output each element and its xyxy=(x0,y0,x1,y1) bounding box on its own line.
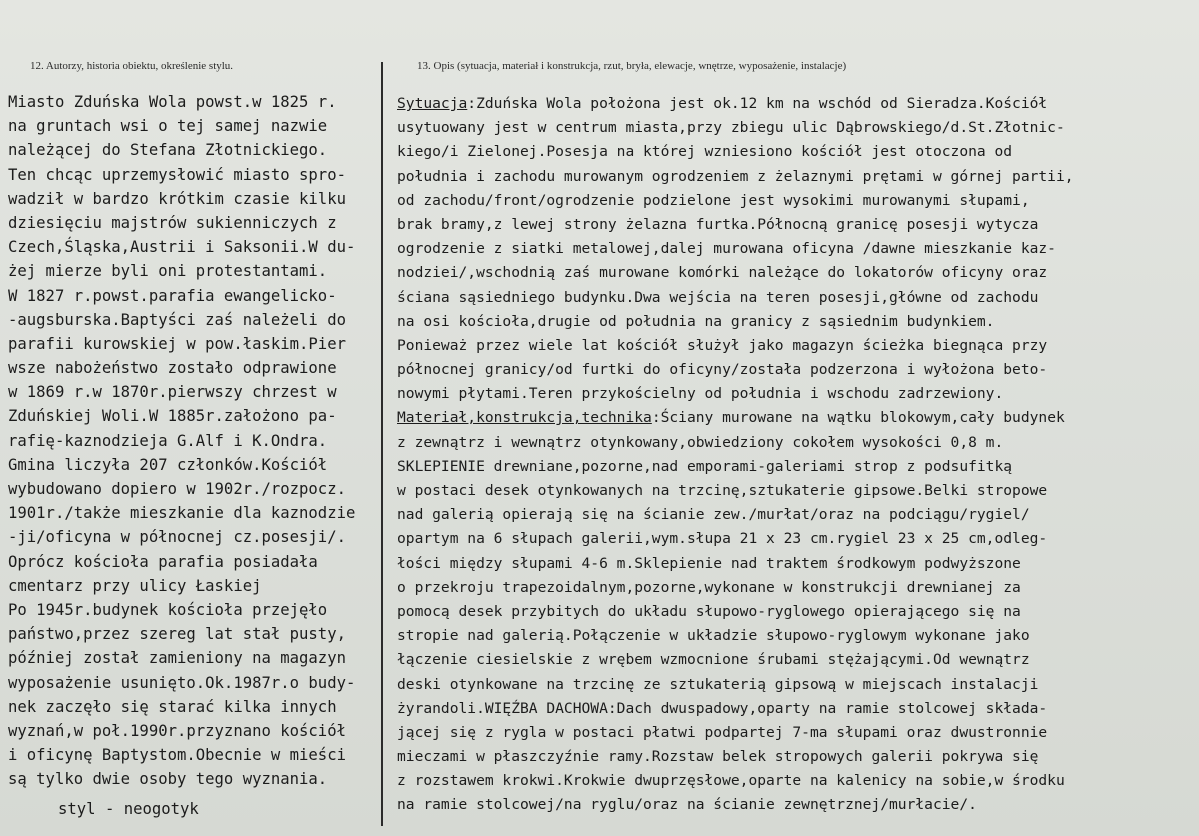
section-13-header: 13. Opis (sytuacja, materiał i konstrukcja, rzut, bryła, elewacje, wnętrze, wyposażenie, instalacje) xyxy=(417,60,847,72)
description-text: północnej granicy/od furtki do oficyny/została podzerzona i wyłożona beto- xyxy=(397,361,1048,379)
section-lead-heading: Sytuacja xyxy=(397,95,468,112)
history-line: na gruntach wsi o tej samej nazwie xyxy=(8,117,328,136)
section-lead-heading: Materiał,konstrukcja,technika xyxy=(397,409,652,427)
description-text: południa i zachodu murowanym ogrodzeniem z żelaznymi prętami w górnej partii, xyxy=(397,167,1074,185)
description-line xyxy=(397,116,1074,140)
description-line xyxy=(397,648,1074,672)
history-line: wadził w bardzo krótkim czasie kilku xyxy=(8,189,346,208)
description-line xyxy=(397,624,1074,648)
description-text: Ponieważ przez wiele lat kościół służył jako magazyn ścieżka biegnąca przy xyxy=(397,336,1048,354)
description-text: od zachodu/front/ogrodzenie podzielone jest wysokimi murowanymi słupami, xyxy=(397,191,1030,209)
description-line xyxy=(397,697,1074,721)
history-line: Zduńskiej Woli.W 1885r.założono pa- xyxy=(8,407,337,426)
description-text: nodziei/,wschodnią zaś murowane komórki należące do lokatorów oficyny oraz xyxy=(397,264,1048,282)
description-text: deski otynkowane na trzcinę ze sztukaterią gipsową w miejscach instalacji xyxy=(397,675,1039,693)
history-line: Ten chcąc uprzemysłowić miasto spro- xyxy=(8,165,346,184)
description-text: łości między słupami 4-6 m.Sklepienie nad traktem środkowym podwyższone xyxy=(397,554,1021,572)
description-line xyxy=(397,406,1074,430)
history-line: i oficynę Baptystom.Obecnie w mieści xyxy=(8,746,346,765)
description-text: jącej się z rygla w postaci płatwi podpartej 7-ma słupami oraz dwustronnie xyxy=(397,723,1048,741)
history-line: -augsburska.Baptyści zaś należeli do xyxy=(8,310,346,329)
history-line: parafii kurowskiej w pow.łaskim.Pier xyxy=(8,334,346,353)
history-line: Miasto Zduńska Wola powst.w 1825 r. xyxy=(8,93,337,111)
history-line: państwo,przez szereg lat stał pusty, xyxy=(8,625,346,644)
column-divider xyxy=(381,62,383,826)
description-line xyxy=(397,237,1074,261)
description-line xyxy=(397,769,1074,793)
description-text: nad galerią opierają się na ścianie zew./murłat/oraz na podciągu/rygiel/ xyxy=(397,506,1030,524)
history-line: są tylko dwie osoby tego wyznania. xyxy=(8,770,328,789)
description-text: łączenie ciesielskie z wrębem wzmocnione śrubami stężającymi.Od wewnątrz xyxy=(397,651,1030,669)
history-line: wybudowano dopiero w 1902r./rozpocz. xyxy=(8,480,346,498)
description-text: ściana sąsiedniego budynku.Dwa wejścia na teren posesji,główne od zachodu xyxy=(397,288,1039,306)
style-line: styl - neogotyk xyxy=(58,800,199,818)
description-text: pomocą desek przybitych do układu słupowo-ryglowego opierającego się na xyxy=(397,602,1021,620)
description-line xyxy=(397,503,1074,527)
description-line xyxy=(397,527,1074,551)
description-line xyxy=(397,479,1074,503)
description-text: w postaci desek otynkowanych na trzcinę,sztukaterie gipsowe.Belki stropowe xyxy=(397,482,1048,499)
description-text: o przekroju trapezoidalnym,pozorne,wykonane w konstrukcji drewnianej za xyxy=(397,578,1021,596)
description-column xyxy=(397,92,1074,818)
description-text: opartym na 6 słupach galerii,wym.słupa 21 x 23 cm.rygiel 23 x 25 cm,odleg- xyxy=(397,530,1048,548)
history-line: nek zaczęło się starać kilka innych xyxy=(8,697,337,716)
description-text: żyrandoli.WIĘŹBA DACHOWA:Dach dwuspadowy,oparty na ramie stolcowej składa- xyxy=(397,699,1048,717)
history-line: wyposażenie usunięto.Ok.1987r.o budy- xyxy=(8,673,356,692)
history-line: W 1827 r.powst.parafia ewangelicko- xyxy=(8,286,337,305)
description-line xyxy=(397,745,1074,769)
history-line: Po 1945r.budynek kościoła przejęło xyxy=(8,600,328,619)
history-line: Czech,Śląska,Austrii i Saksonii.W du- xyxy=(8,238,356,257)
description-text: mieczami w płaszczyźnie ramy.Rozstaw belek stropowych galerii pokrywa się xyxy=(397,748,1039,766)
description-line xyxy=(397,721,1074,745)
history-line: wsze nabożeństwo zostało odprawione xyxy=(8,359,337,378)
description-text: :Ściany murowane na wątku blokowym,cały budynek xyxy=(651,409,1065,427)
history-line: w 1869 r.w 1870r.pierwszy chrzest w xyxy=(8,383,337,402)
description-line xyxy=(397,600,1074,624)
description-line xyxy=(397,576,1074,600)
description-line xyxy=(397,358,1074,382)
description-line xyxy=(397,165,1074,189)
history-line: -ji/oficyna w północnej cz.posesji/. xyxy=(8,528,346,547)
history-column xyxy=(8,90,355,791)
description-line xyxy=(397,431,1074,455)
history-line: później został zamieniony na magazyn xyxy=(8,649,346,668)
history-line: 1901r./także mieszkanie dla kaznodzie xyxy=(8,504,356,523)
description-line xyxy=(397,382,1074,406)
description-line xyxy=(397,286,1074,310)
description-line xyxy=(397,189,1074,213)
description-line xyxy=(397,140,1074,164)
description-text: SKLEPIENIE drewniane,pozorne,nad emporami-galeriami strop z podsufitką xyxy=(397,457,1013,475)
history-line: wyznań,w poł.1990r.przyznano kościół xyxy=(8,721,346,740)
history-line: żej mierze byli oni protestantami. xyxy=(8,262,328,281)
description-line xyxy=(397,455,1074,479)
description-text: na osi kościoła,drugie od południa na granicy z sąsiednim budynkiem. xyxy=(397,312,995,330)
description-text: z rozstawem krokwi.Krokwie dwuprzęsłowe,oparte na kalenicy na sobie,w środku xyxy=(397,772,1065,790)
history-line: dziesięciu majstrów sukienniczych z xyxy=(8,213,337,232)
description-text: nowymi płytami.Teren przykościelny od południa i wschodu zadrzewiony. xyxy=(397,385,1004,403)
description-text: kiego/i Zielonej.Posesja na której wzniesiono kościół jest otoczona od xyxy=(397,143,1013,161)
description-line xyxy=(397,673,1074,697)
history-line: cmentarz przy ulicy Łaskiej xyxy=(8,576,262,595)
description-text: na ramie stolcowej/na ryglu/oraz na ścianie zewnętrznej/murłacie/. xyxy=(397,796,977,814)
description-line xyxy=(397,92,1074,116)
history-line: Oprócz kościoła parafia posiadała xyxy=(8,552,318,571)
description-line xyxy=(397,213,1074,237)
description-line xyxy=(397,334,1074,358)
description-line xyxy=(397,310,1074,334)
description-text: usytuowany jest w centrum miasta,przy zbiegu ulic Dąbrowskiego/d.St.Złotnic- xyxy=(397,119,1065,137)
description-line xyxy=(397,261,1074,285)
description-line xyxy=(397,552,1074,576)
description-line xyxy=(397,793,1074,817)
description-text: ogrodzenie z siatki metalowej,dalej murowana oficyna /dawne mieszkanie kaz- xyxy=(397,240,1056,258)
description-text: z zewnątrz i wewnątrz otynkowany,obwiedziony cokołem wysokości 0,8 m. xyxy=(397,433,1004,451)
history-line: rafię-kaznodzieja G.Alf i K.Ondra. xyxy=(8,431,328,450)
history-line: należącej do Stefana Złotnickiego. xyxy=(8,141,328,160)
description-text: :Zduńska Wola położona jest ok.12 km na wschód od Sieradza.Kościół xyxy=(467,95,1048,112)
description-text: brak bramy,z lewej strony żelazna furtka.Północną granicę posesji wytycza xyxy=(397,215,1039,233)
section-12-header: 12. Autorzy, historia obiektu, określenie stylu. xyxy=(30,60,234,72)
description-text: stropie nad galerią.Połączenie w układzie słupowo-ryglowym wykonane jako xyxy=(397,627,1030,645)
history-line: Gmina liczyła 207 członków.Kościół xyxy=(8,455,328,474)
